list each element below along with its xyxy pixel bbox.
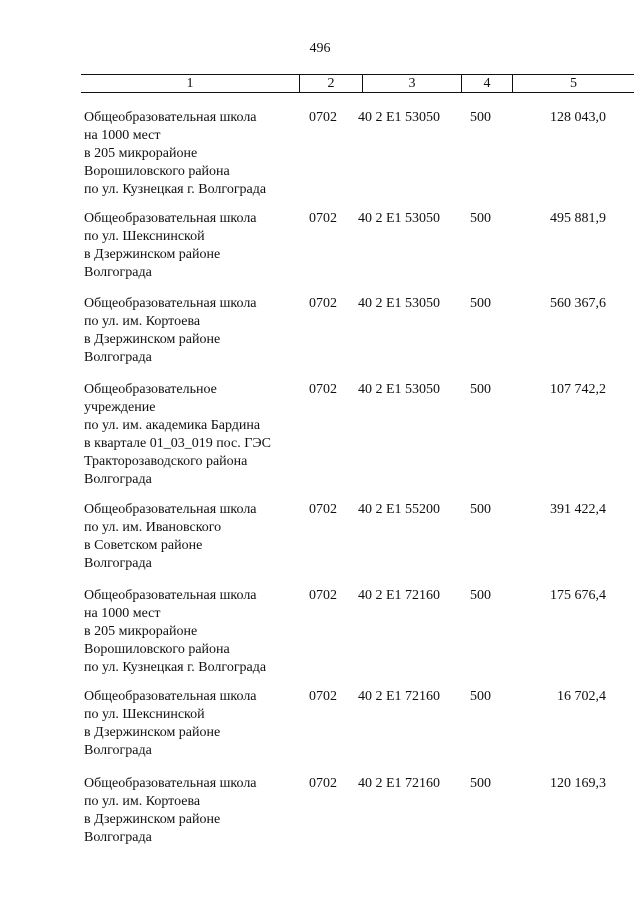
name-line: Общеобразовательная школа	[84, 211, 257, 226]
row-object-name	[84, 688, 304, 760]
name-line: Общеобразовательная школа	[84, 588, 257, 603]
row-section-code: 0702	[309, 502, 337, 517]
name-line: Волгограда	[84, 265, 152, 280]
name-line: на 1000 мест	[84, 606, 161, 621]
name-line: по ул. им. Кортоева	[84, 314, 201, 329]
name-line: Ворошиловского района	[84, 642, 230, 657]
name-line: по ул. Кузнецкая г. Волгограда	[84, 660, 267, 675]
name-line: в 205 микрорайоне	[84, 146, 198, 161]
name-line: Волгограда	[84, 830, 152, 845]
row-target-code: 40 2 E1 53050	[358, 110, 441, 125]
name-line: Тракторозаводского района	[84, 454, 248, 469]
name-line: Общеобразовательная школа	[84, 110, 257, 125]
row-section-code: 0702	[309, 776, 337, 791]
name-line: в 205 микрорайоне	[84, 624, 198, 639]
row-expense-type: 500	[470, 502, 491, 517]
name-line: в квартале 01_03_019 пос. ГЭС	[84, 436, 271, 451]
name-line: в Дзержинском районе	[84, 812, 221, 827]
name-line: Ворошиловского района	[84, 164, 230, 179]
row-expense-type: 500	[470, 776, 491, 791]
row-section-code: 0702	[309, 211, 337, 226]
row-expense-type: 500	[470, 211, 491, 226]
name-line: Волгограда	[84, 472, 152, 487]
name-line: Общеобразовательное	[84, 382, 217, 397]
name-line: учреждение	[84, 400, 156, 415]
name-line: Общеобразовательная школа	[84, 296, 257, 311]
name-line: Общеобразовательная школа	[84, 502, 257, 517]
row-section-code: 0702	[309, 689, 337, 704]
row-target-code: 40 2 E1 72160	[358, 588, 441, 603]
row-amount: 495 881,9	[550, 211, 606, 226]
name-line: в Дзержинском районе	[84, 332, 221, 347]
row-object-name	[84, 775, 304, 847]
name-line: по ул. им. Ивановского	[84, 520, 222, 535]
row-target-code: 40 2 E1 53050	[358, 382, 441, 397]
name-line: Общеобразовательная школа	[84, 776, 257, 791]
name-line: по ул. им. академика Бардина	[84, 418, 261, 433]
row-section-code: 0702	[309, 110, 337, 125]
header-col-3: 3	[408, 76, 416, 91]
table-header	[81, 74, 634, 93]
row-expense-type: 500	[470, 588, 491, 603]
name-line: по ул. Кузнецкая г. Волгограда	[84, 182, 267, 197]
row-amount: 107 742,2	[550, 382, 606, 397]
row-amount: 120 169,3	[550, 776, 606, 791]
row-amount: 16 702,4	[557, 689, 606, 704]
row-expense-type: 500	[470, 382, 491, 397]
row-target-code: 40 2 E1 53050	[358, 211, 441, 226]
row-object-name	[84, 587, 304, 677]
row-expense-type: 500	[470, 296, 491, 311]
header-col-4: 4	[483, 76, 491, 91]
row-target-code: 40 2 E1 72160	[358, 689, 441, 704]
name-line: Волгограда	[84, 743, 152, 758]
row-amount: 128 043,0	[550, 110, 606, 125]
row-section-code: 0702	[309, 296, 337, 311]
row-object-name	[84, 109, 304, 199]
name-line: Общеобразовательная школа	[84, 689, 257, 704]
row-expense-type: 500	[470, 689, 491, 704]
row-expense-type: 500	[470, 110, 491, 125]
name-line: по ул. им. Кортоева	[84, 794, 201, 809]
header-col-1: 1	[186, 76, 194, 91]
row-amount: 175 676,4	[550, 588, 606, 603]
name-line: в Дзержинском районе	[84, 725, 221, 740]
page-number: 496	[309, 41, 331, 56]
row-target-code: 40 2 E1 55200	[358, 502, 441, 517]
row-target-code: 40 2 E1 72160	[358, 776, 441, 791]
name-line: по ул. Шекснинской	[84, 229, 205, 244]
name-line: в Дзержинском районе	[84, 247, 221, 262]
row-object-name	[84, 210, 304, 282]
row-object-name	[84, 381, 304, 489]
name-line: Волгограда	[84, 556, 152, 571]
header-col-5: 5	[570, 76, 577, 91]
row-object-name	[84, 295, 304, 367]
row-section-code: 0702	[309, 588, 337, 603]
name-line: по ул. Шекснинской	[84, 707, 205, 722]
name-line: на 1000 мест	[84, 128, 161, 143]
row-amount: 391 422,4	[550, 502, 606, 517]
header-col-2: 2	[327, 76, 335, 91]
name-line: Волгограда	[84, 350, 152, 365]
row-object-name	[84, 501, 304, 573]
row-target-code: 40 2 E1 53050	[358, 296, 441, 311]
name-line: в Советском районе	[84, 538, 203, 553]
row-amount: 560 367,6	[550, 296, 606, 311]
row-section-code: 0702	[309, 382, 337, 397]
